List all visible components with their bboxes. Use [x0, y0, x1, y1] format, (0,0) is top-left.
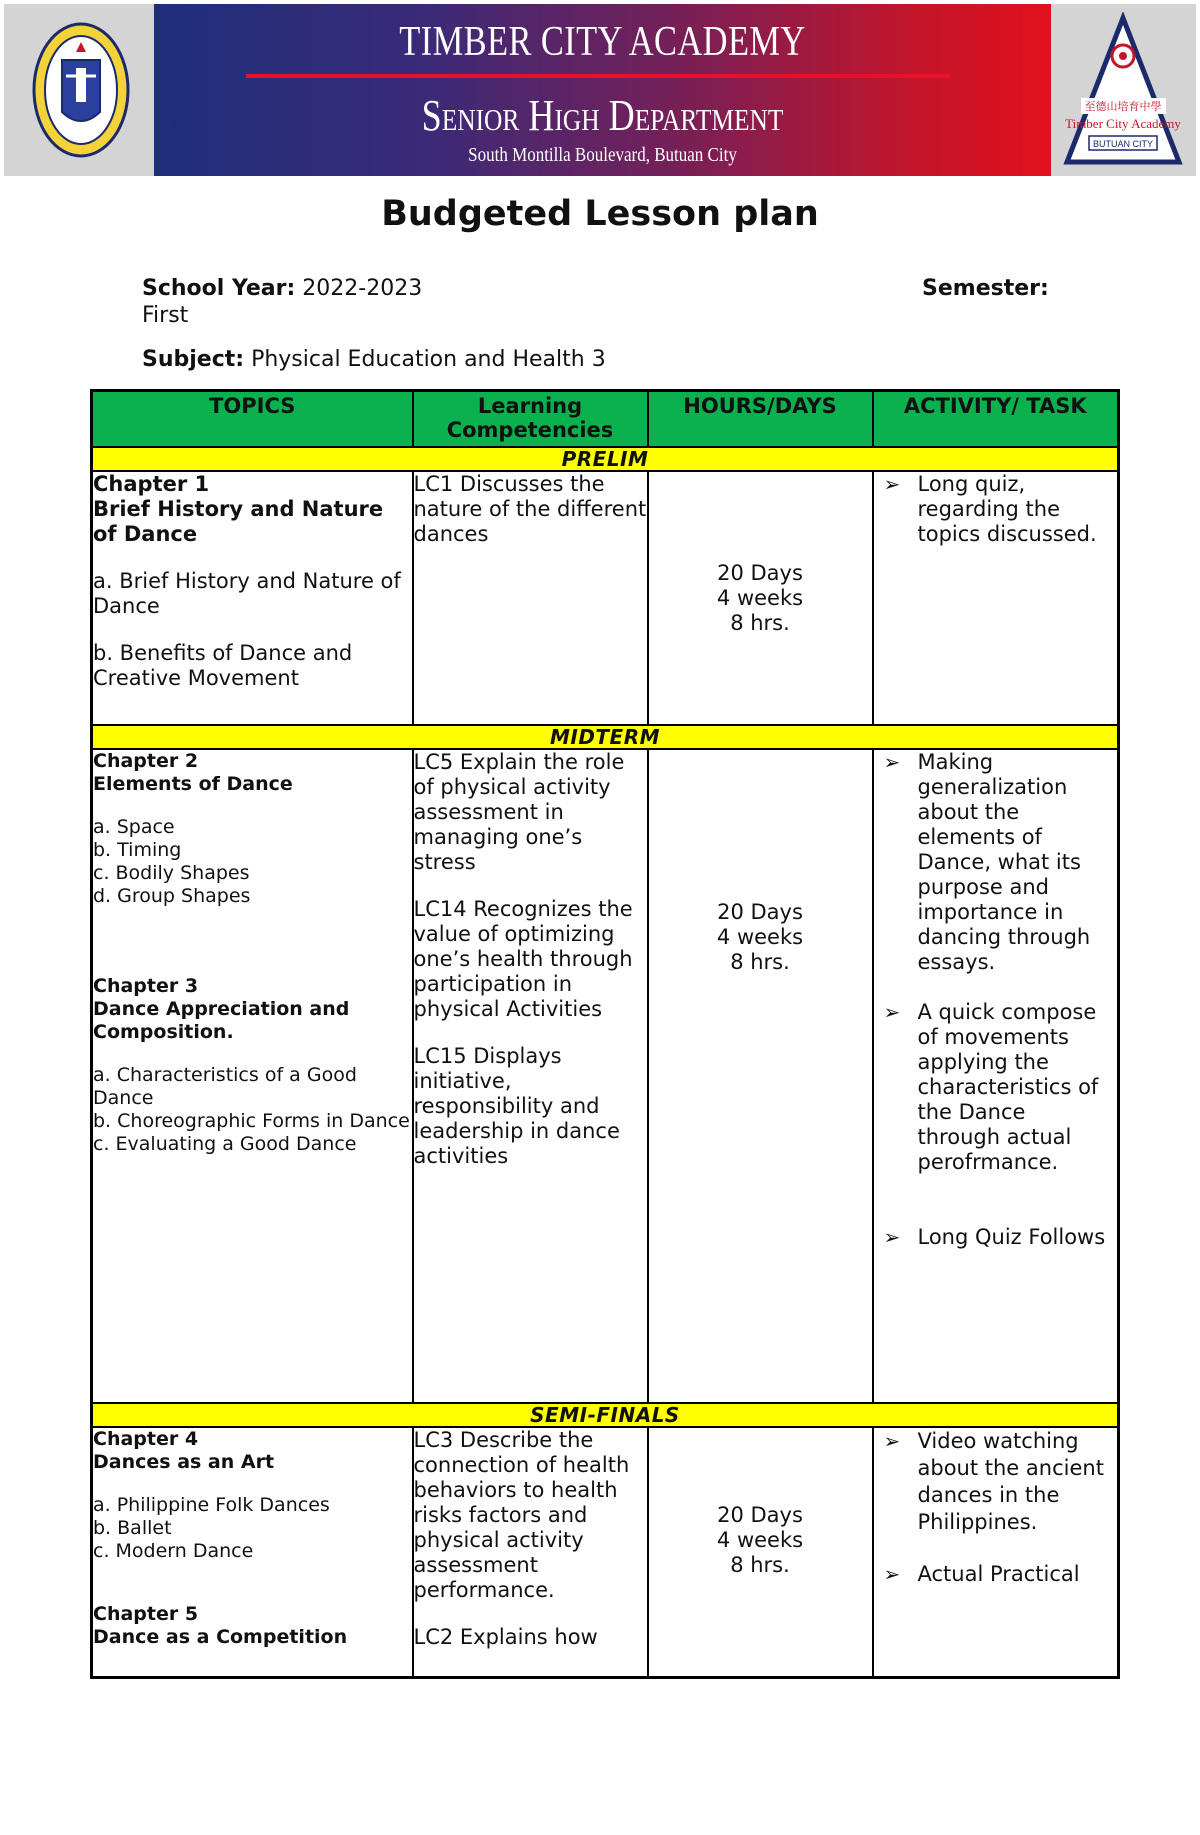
hours-cell: [648, 1427, 873, 1677]
table-header-row: [92, 391, 1119, 448]
svg-text:至德山培育中學: 至德山培育中學: [1084, 100, 1162, 113]
topic-item: b. Timing: [93, 839, 182, 861]
chapter-number: Chapter 3: [93, 975, 199, 997]
activity-cell: [873, 1427, 1119, 1677]
school-title-band: [154, 4, 1051, 176]
task-item: ➢ Video watching about the ancient dances in the Philippines.: [883, 1429, 1104, 1534]
column-header-hours: HOURS/DAYS: [648, 391, 873, 448]
competencies-cell: [413, 1427, 648, 1677]
hours-hrs: 8 hrs.: [730, 1553, 790, 1577]
lesson-plan-table: [90, 389, 1120, 1679]
competencies-cell: [413, 471, 648, 725]
school-year-value: 2022-2023: [295, 276, 423, 301]
svg-text:BUTUAN CITY: BUTUAN CITY: [1092, 139, 1154, 149]
topics-cell: [92, 749, 413, 1403]
svg-text:Timber City Academy: Timber City Academy: [1065, 116, 1181, 131]
hours-days: 20 Days: [717, 1503, 803, 1527]
column-header-topics: TOPICS: [92, 391, 413, 448]
task-item: ➢ Long quiz, regarding the topics discussed.: [883, 472, 1097, 546]
hours-days: 20 Days: [717, 900, 803, 924]
chapter-number: Chapter 1: [93, 472, 210, 496]
hours-cell: [648, 749, 873, 1403]
arrow-bullet-icon: ➢: [883, 1562, 901, 1586]
competency-item: LC1 Discusses the nature of the different dances: [413, 472, 647, 546]
task-item: ➢ A quick compose of movements applying the characteristics of the Dance through actual perofrmance.: [883, 1000, 1099, 1174]
section-label: PRELIM: [92, 447, 1119, 471]
hours-hrs: 8 hrs.: [730, 610, 790, 635]
column-header-activity: ACTIVITY/ TASK: [873, 391, 1119, 448]
deped-seal-panel: [4, 4, 154, 176]
competency-item: LC2 Explains how: [413, 1625, 598, 1649]
hours-days: 20 Days: [717, 560, 803, 585]
topic-item: a. Space: [93, 816, 175, 838]
chapter-title: Dance as a Competition: [93, 1626, 348, 1648]
chapter-number: Chapter 2: [93, 750, 199, 772]
topic-item: d. Group Shapes: [93, 885, 251, 907]
competencies-cell: [413, 749, 648, 1403]
arrow-bullet-icon: ➢: [883, 1225, 901, 1249]
topic-item: a. Brief History and Nature of Dance: [93, 569, 401, 618]
hours-weeks: 4 weeks: [716, 925, 804, 949]
table-row: [92, 749, 1119, 1403]
school-address: South Montilla Boulevard, Butuan City: [468, 144, 737, 166]
hours-cell: [648, 471, 873, 725]
topic-item: b. Choreographic Forms in Dance: [93, 1110, 410, 1132]
chapter-title: Elements of Dance: [93, 773, 293, 795]
arrow-bullet-icon: ➢: [883, 1000, 901, 1024]
table-row: [92, 471, 1119, 725]
table-row: [92, 1427, 1119, 1677]
task-item: ➢ Long Quiz Follows: [883, 1225, 1106, 1249]
school-year-label: School Year:: [142, 276, 296, 301]
academy-logo-panel: [1051, 4, 1196, 176]
activity-cell: [873, 471, 1119, 725]
topics-cell: [92, 471, 413, 725]
subject-line: [142, 347, 606, 372]
subject-label: Subject:: [142, 347, 245, 372]
hours-hrs: 8 hrs.: [730, 950, 790, 974]
topic-item: c. Modern Dance: [93, 1540, 254, 1562]
section-label: SEMI-FINALS: [92, 1403, 1119, 1427]
subject-value: Physical Education and Health 3: [244, 347, 606, 372]
school-year-line: [142, 276, 422, 301]
competency-item: LC14 Recognizes the value of optimizing one’s health through participation in physical Activities: [413, 897, 633, 1021]
section-label: MIDTERM: [92, 725, 1119, 749]
topic-item: b. Benefits of Dance and Creative Movement: [93, 641, 353, 690]
header-banner: [4, 4, 1196, 176]
competency-item: LC5 Explain the role of physical activity assessment in managing one’s stress: [413, 750, 625, 874]
section-row-semi-finals: [92, 1403, 1119, 1427]
topic-item: a. Philippine Folk Dances: [93, 1494, 330, 1516]
topic-item: c. Bodily Shapes: [93, 862, 250, 884]
activity-cell: [873, 749, 1119, 1403]
chapter-number: Chapter 4: [93, 1428, 199, 1450]
task-item: ➢ Making generalization about the elements of Dance, what its purpose and importance in dancing through essays.: [883, 750, 1091, 974]
arrow-bullet-icon: ➢: [883, 1429, 901, 1453]
semester-value: First: [142, 303, 189, 328]
arrow-bullet-icon: ➢: [883, 472, 901, 496]
section-row-prelim: [92, 447, 1119, 471]
column-header-competencies: Learning Competencies: [413, 391, 648, 448]
topic-item: b. Ballet: [93, 1517, 172, 1539]
chapter-title: Dances as an Art: [93, 1451, 275, 1473]
competency-item: LC3 Describe the connection of health behaviors to health risks factors and physical activity assessment performance.: [413, 1428, 630, 1602]
school-name: TIMBER CITY ACADEMY: [399, 19, 806, 65]
hours-weeks: 4 weeks: [716, 1528, 804, 1552]
hours-weeks: 4 weeks: [716, 585, 804, 610]
competency-item: LC15 Displays initiative, responsibility and leadership in dance activities: [413, 1044, 620, 1168]
divider-rule: [246, 74, 951, 78]
document-title: Budgeted Lesson plan: [381, 194, 819, 234]
academy-logo-icon: [1061, 12, 1186, 168]
chapter-title: Dance Appreciation and Composition.: [93, 998, 350, 1043]
semester-label: Semester:: [922, 276, 1049, 301]
section-row-midterm: [92, 725, 1119, 749]
chapter-title: Brief History and Nature of Dance: [93, 497, 384, 546]
chapter-number: Chapter 5: [93, 1603, 199, 1625]
topic-item: a. Characteristics of a Good Dance: [93, 1064, 357, 1109]
task-item: ➢ Actual Practical: [883, 1562, 1080, 1586]
arrow-bullet-icon: ➢: [883, 750, 901, 774]
topics-cell: [92, 1427, 413, 1677]
deped-seal-icon: [32, 20, 130, 160]
topic-item: c. Evaluating a Good Dance: [93, 1133, 357, 1155]
department-name: Senior High Department: [421, 91, 784, 140]
